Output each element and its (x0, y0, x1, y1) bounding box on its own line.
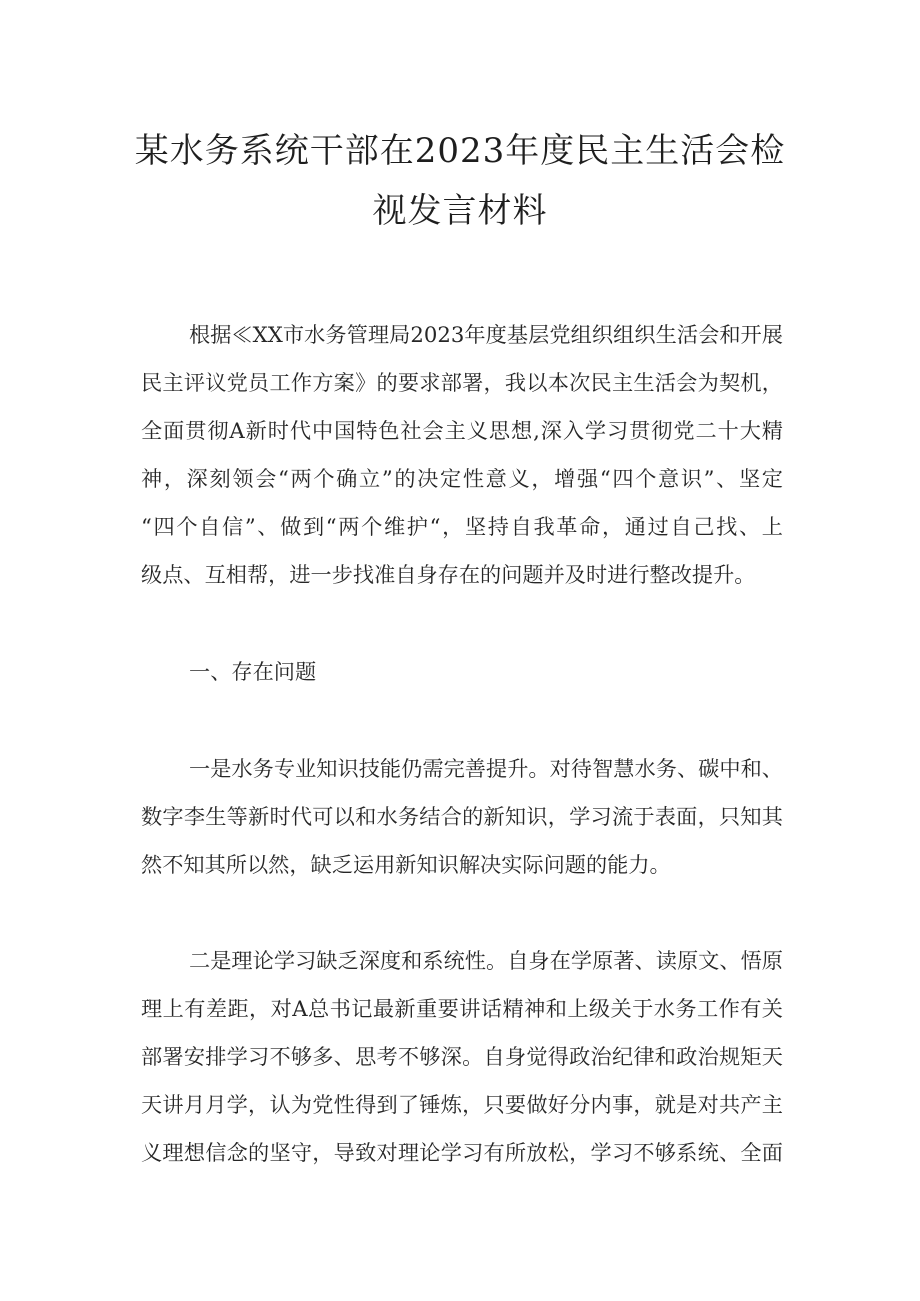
problem-2-line: 理上有差距，对A总书记最新重要讲话精神和上级关于水务工作有关 (141, 996, 783, 1021)
problem-1-line: 一是水务专业知识技能仍需完善提升。对待智慧水务、碳中和、 (189, 756, 783, 781)
problem-2-line: 天讲月月学，认为党性得到了锤炼，只要做好分内事，就是对共产主 (141, 1092, 783, 1117)
problem-2-line: 部署安排学习不够多、思考不够深。自身觉得政治纪律和政治规矩天 (141, 1044, 783, 1069)
problem-1-line: 数字李生等新时代可以和水务结合的新知识，学习流于表面，只知其 (141, 804, 783, 829)
problem-1-line: 然不知其所以然，缺乏运用新知识解决实际问题的能力。 (141, 852, 671, 877)
intro-line: 级点、互相帮，进一步找准自身存在的问题并及时进行整改提升。 (141, 562, 756, 587)
intro-line: 神，深刻领会“两个确立”的决定性意义，增强“四个意识”、坚定 (141, 466, 783, 491)
section-heading: 一、存在问题 (189, 659, 317, 684)
intro-line: “四个自信”、做到“两个维护“，坚持自我革命，通过自己找、上 (141, 514, 783, 539)
problem-2-line: 义理想信念的坚守，导致对理论学习有所放松，学习不够系统、全面 (141, 1140, 783, 1165)
intro-line: 全面贯彻A新时代中国特色社会主义思想,深入学习贯彻党二十大精 (141, 418, 783, 443)
document-title-line-2: 视发言材料 (372, 191, 548, 231)
document-title-line-1: 某水务系统干部在2023年度民主生活会检 (134, 131, 786, 171)
intro-line: 民主评议党员工作方案》的要求部署，我以本次民主生活会为契机， (141, 370, 783, 395)
intro-line: 根据≪XX市水务管理局2023年度基层党组织组织生活会和开展 (189, 322, 783, 347)
problem-2-line: 二是理论学习缺乏深度和系统性。自身在学原著、读原文、悟原 (189, 948, 783, 973)
